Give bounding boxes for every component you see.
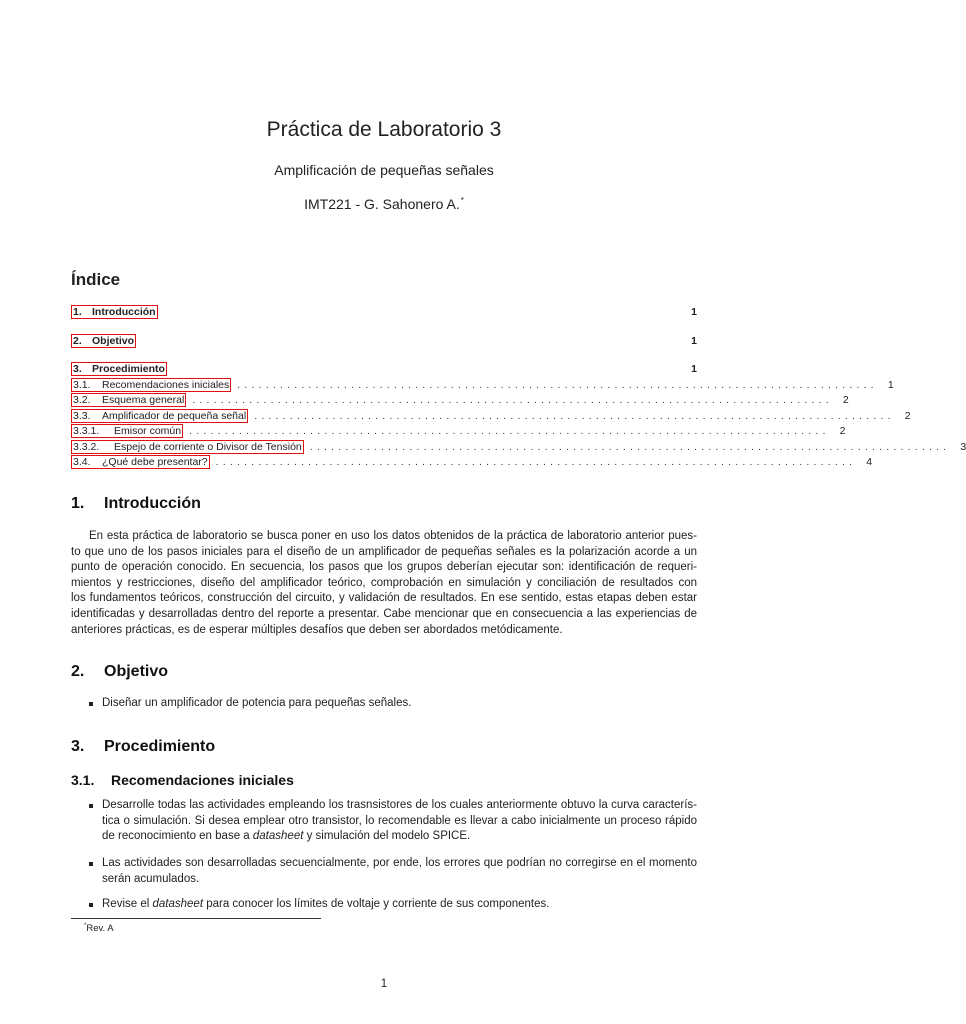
toc-leader-dots: .......................................................................................... — [189, 425, 830, 437]
bullet-marker — [89, 862, 93, 866]
toc-entry-label: Recomendaciones iniciales — [102, 379, 230, 391]
document-title: Práctica de Laboratorio 3 — [266, 118, 502, 141]
section-title: Introducción — [104, 495, 201, 512]
toc-leader-dots: .......................................................................................... — [309, 441, 951, 453]
paragraph-line: identificadas y desarrolladas dentro del reporte a presentar. Cabe mencionar que en consecuencia a las experiencias de — [71, 607, 697, 620]
paragraph-line: En esta práctica de laboratorio se busca poner en uso los datos obtenidos de la práctica de laboratorio anterior pues- — [89, 530, 697, 542]
footnote-text: Rev. A — [86, 923, 114, 935]
text-run: para conocer los límites de voltaje y corriente de sus componentes. — [203, 898, 550, 910]
toc-leader-dots: .......................................................................................... — [215, 456, 857, 468]
footnote-mark: * — [84, 923, 87, 929]
toc-entry-page: 2 — [839, 425, 846, 437]
list-item-text: Las actividades son desarrolladas secuencialmente, por ende, los errores que podrían no corregirse en el momento — [102, 857, 697, 869]
author-footnote-mark: * — [460, 196, 464, 206]
toc-entry-number: 3.4. — [73, 456, 91, 468]
toc-link-espejo[interactable] — [71, 440, 304, 454]
toc-heading: Índice — [71, 270, 121, 289]
section-title: Procedimiento — [104, 738, 216, 755]
toc-entry-recomendaciones — [71, 377, 894, 393]
toc-link-procedimiento[interactable] — [71, 362, 167, 376]
toc-entry-label: Amplificador de pequeña señal — [102, 410, 247, 422]
subsection-title: Recomendaciones iniciales — [111, 772, 294, 788]
toc-entry-que-debe-presentar — [71, 454, 873, 470]
toc-entry-emisor-comun — [71, 423, 846, 439]
section-number: 1. — [71, 495, 85, 512]
toc-entry-introduccion — [71, 304, 697, 320]
list-item — [89, 696, 697, 712]
footnote-divider — [71, 918, 321, 919]
toc-link-objetivo[interactable] — [71, 334, 136, 348]
list-item — [89, 798, 697, 845]
toc-entry-number: 3.1. — [73, 379, 91, 391]
toc-entry-page: 1 — [691, 335, 697, 347]
list-item-text — [102, 829, 697, 845]
toc-leader-dots: .......................................................................................... — [254, 410, 895, 422]
bullet-marker — [89, 804, 93, 808]
list-item — [89, 856, 697, 887]
list-item-text: tica o simulación. Si desea emplear otro transistor, lo recomendable es llevar a cabo inicialmente un proceso rápido — [102, 814, 697, 827]
toc-entry-page: 1 — [691, 306, 697, 318]
footnote — [84, 923, 114, 934]
toc-entry-label: Espejo de corriente o Divisor de Tensión — [114, 441, 302, 453]
toc-entry-label: Esquema general — [102, 394, 185, 406]
toc-entry-number: 3.3.2. — [73, 441, 100, 453]
toc-link-introduccion[interactable] — [71, 305, 158, 319]
list-item-text: Diseñar un amplificador de potencia para pequeñas señales. — [102, 697, 412, 709]
section-number: 3. — [71, 738, 85, 755]
toc-entry-number: 3.2. — [73, 394, 91, 406]
toc-entry-number: 3.3. — [73, 410, 91, 422]
emphasis-text: datasheet — [252, 830, 304, 843]
toc-entry-number: 2. — [73, 335, 82, 347]
toc-entry-label: Introducción — [92, 306, 156, 318]
toc-link-recomendaciones[interactable] — [71, 378, 231, 392]
paragraph-line: mientos y restricciones, diseño del amplificador teórico, comprobación en simulación y conciliación de resultados con — [71, 576, 697, 589]
toc-entry-procedimiento — [71, 361, 697, 377]
paragraph-line: anteriores prácticas, es de esperar múltiples desafíos que deben ser abordados metódicamente. — [71, 623, 563, 636]
section-number: 2. — [71, 663, 85, 680]
toc-link-que-debe-presentar[interactable] — [71, 455, 210, 469]
toc-entry-number: 1. — [73, 306, 82, 318]
toc-entry-page: 2 — [904, 410, 911, 422]
toc-entry-number: 3. — [73, 363, 82, 375]
toc-entry-page: 3 — [960, 441, 966, 453]
list-item-text: Desarrolle todas las actividades empleando los trasnsistores de los cuales anteriormente obtuvo la curva caracterís- — [102, 799, 697, 811]
toc-link-emisor-comun[interactable] — [71, 424, 183, 438]
toc-entry-espejo — [71, 439, 966, 455]
intro-paragraph — [71, 529, 697, 638]
section-heading-procedimiento — [71, 738, 215, 756]
section-heading-objetivo — [71, 663, 168, 681]
section-title: Objetivo — [104, 663, 169, 680]
toc-entry-amplificador — [71, 408, 911, 424]
toc-entry-label: Procedimiento — [92, 363, 165, 375]
toc-entry-number: 3.3.1. — [73, 425, 100, 437]
text-run: de reconocimiento en base a — [102, 830, 253, 843]
emphasis-text: datasheet — [152, 898, 204, 910]
text-run: Revise el — [102, 898, 153, 910]
toc-leader-dots: .......................................................................................... — [192, 394, 833, 406]
toc-entry-label: ¿Qué debe presentar? — [102, 456, 208, 468]
subsection-number: 3.1. — [71, 772, 95, 788]
toc-leader-dots: .......................................................................................... — [237, 379, 878, 391]
paragraph-line: to que uno de los pasos iniciales para el diseño de un amplificador de pequeñas señales es la polarización acorde a un — [71, 545, 697, 558]
bullet-marker — [89, 702, 93, 706]
toc-entry-esquema — [71, 392, 849, 408]
list-item-text — [102, 897, 697, 913]
toc-entry-page: 2 — [842, 394, 849, 406]
toc-entry-label: Emisor común — [114, 425, 182, 437]
toc-entry-page: 4 — [866, 456, 873, 468]
paragraph-line: los fundamentos teóricos, construcción del circuito, y validación de resultados. En ese sentido, estas etapas deben estar — [71, 592, 697, 605]
toc-link-amplificador[interactable] — [71, 409, 248, 423]
toc-link-esquema[interactable] — [71, 393, 186, 407]
paragraph-line: punto de operación conocido. En secuencia, los pasos que los grupos deberían ejecutar son: identificación de requeri- — [71, 561, 697, 574]
section-heading-introduccion — [71, 495, 201, 513]
toc-entry-objetivo — [71, 333, 697, 349]
text-run: y simulación del modelo SPICE. — [303, 830, 471, 843]
subsection-heading-recomendaciones — [71, 772, 294, 788]
toc-entry-page: 1 — [887, 379, 894, 391]
bullet-marker — [89, 903, 93, 907]
author-text: IMT221 - G. Sahonero A. — [304, 196, 460, 212]
list-item-text: serán acumulados. — [102, 872, 200, 885]
document-author — [0, 196, 768, 212]
list-item — [89, 897, 697, 913]
page-number: 1 — [380, 978, 388, 990]
toc-entry-label: Objetivo — [92, 335, 135, 347]
toc-entry-page: 1 — [691, 363, 697, 375]
document-subtitle: Amplificación de pequeñas señales — [274, 162, 494, 178]
